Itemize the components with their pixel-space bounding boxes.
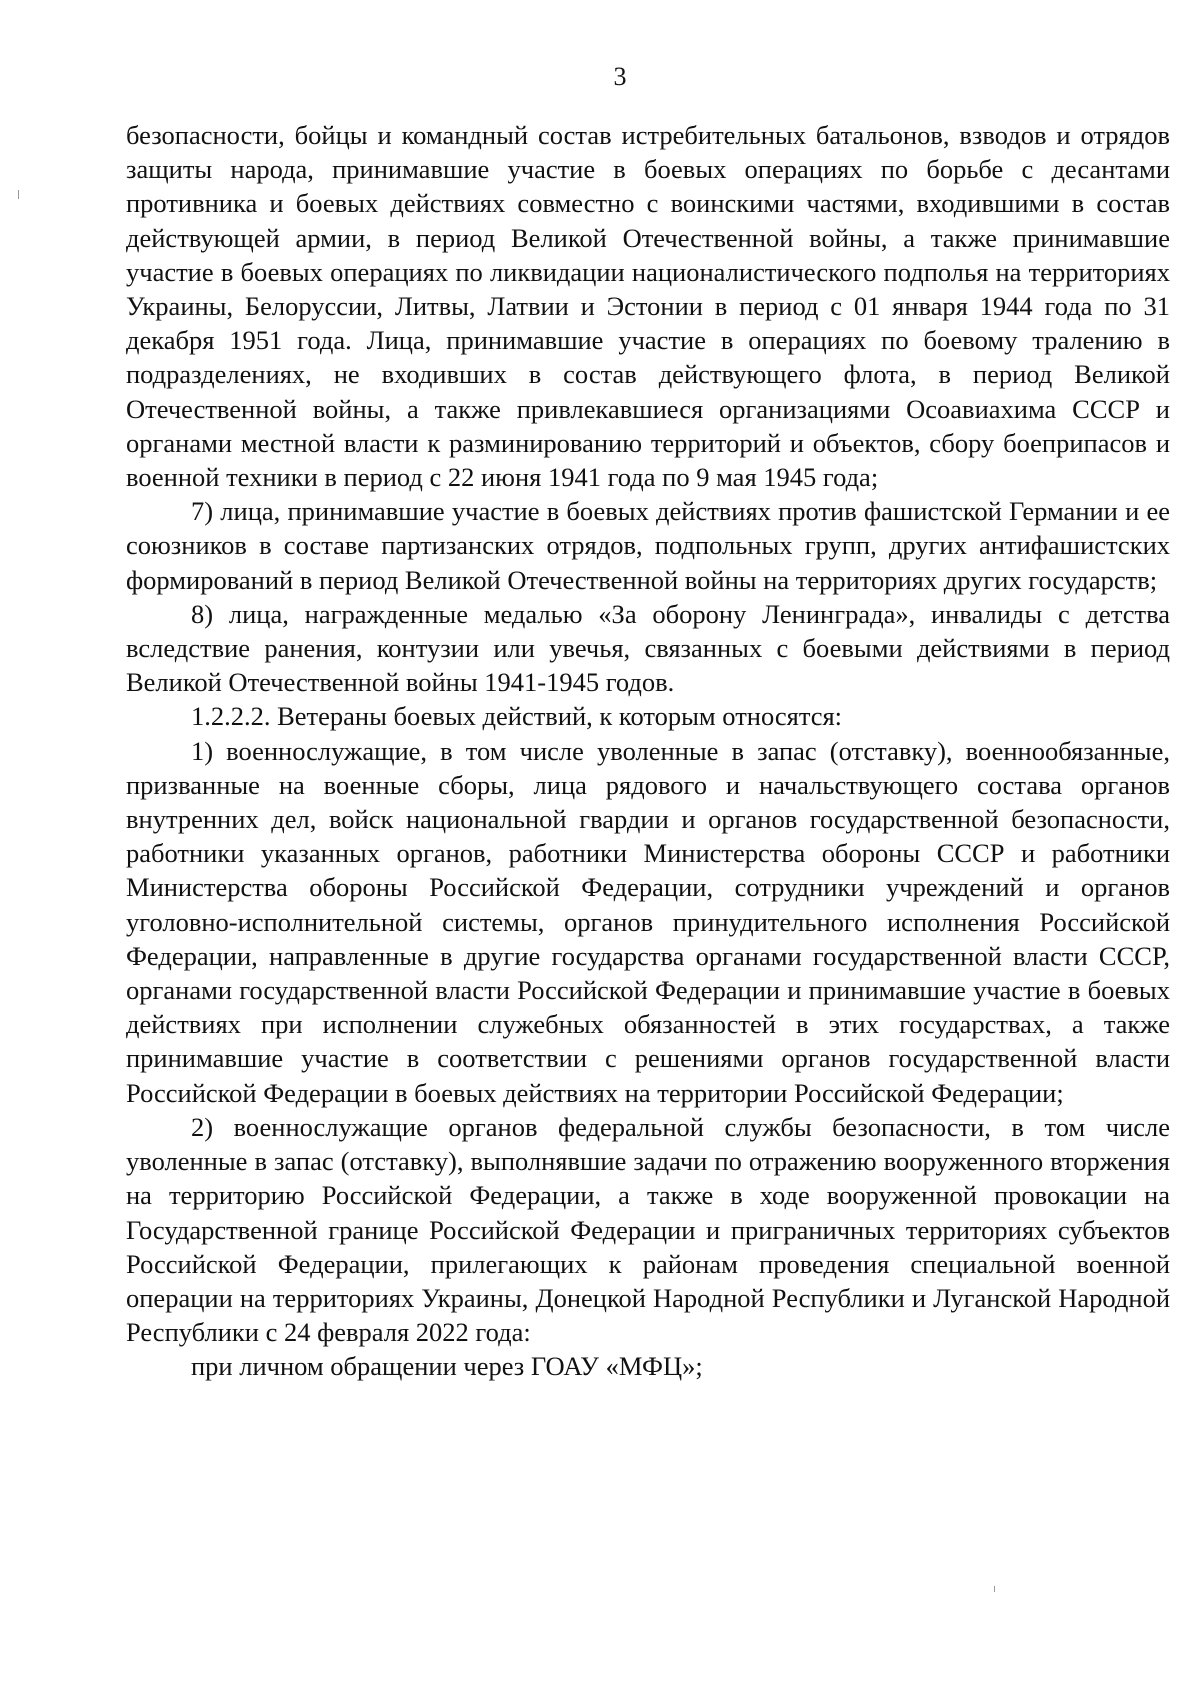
section-heading-1-2-2-2: 1.2.2.2. Ветераны боевых действий, к которым относятся: xyxy=(191,701,843,732)
paragraph-personal-appeal: при личном обращении через ГОАУ «МФЦ»; xyxy=(191,1351,703,1382)
paragraph-continuation: безопасности, бойцы и командный состав истребительных батальонов, взводов и отрядов защиты народа, принимавшие участие в боевых операциях по борьбе с десантами противника и боевых действиях совместно с воинскими частями, входившими в состав действующей армии, в период Великой Отечественной войны, а также принимавшие участие в боевых операциях по ликвидации националистического подполья на территориях Украины, Белоруссии, Литвы, Латвии и Эстонии в период с 01 января 1944 года по 31 декабря 1951 года. Лица, принимавшие участие в операциях по боевому тралению в подразделениях, не входивших в состав действующего флота, в период Великой Отечественной войны, а также привлекавшиеся организациями Осоавиахима СССР и органами местной власти к разминированию территорий и объектов, сбору боеприпасов и военной техники в период с 22 июня 1941 года по 9 мая 1945 года; xyxy=(126,120,1170,493)
scan-mark xyxy=(994,1586,995,1592)
page-number: 3 xyxy=(613,62,627,91)
paragraph-item-1: 1) военнослужащие, в том числе уволенные в запас (отставку), военнообязанные, призванные на военные сборы, лица рядового и начальствующего состава органов внутренних дел, войск национальной гвардии и органов государственной безопасности, работники указанных органов, работники Министерства обороны СССР и работники Министерства обороны Российской Федерации, сотрудники учреждений и органов уголовно-исполнительной системы, органов принудительного исполнения Российской Федерации, направленные в другие государства органами государственной власти СССР, органами государственной власти Российской Федерации и принимавшие участие в боевых действиях при исполнении служебных обязанностей в этих государствах, а также принимавшие участие в соответствии с решениями органов государственной власти Российской Федерации в боевых действиях на территории Российской Федерации; xyxy=(126,735,1170,1108)
paragraph-item-8: 8) лица, награжденные медалью «За оборону Ленинграда», инвалиды с детства вследствие ранения, контузии или увечья, связанных с боевыми действиями в период Великой Отечественной войны 1941-1945 годов. xyxy=(126,598,1170,698)
document-body xyxy=(126,118,1170,1384)
paragraph-item-2: 2) военнослужащие органов федеральной службы безопасности, в том числе уволенные в запас (отставку), выполнявшие задачи по отражению вооруженного вторжения на территорию Российской Федерации, а также в ходе вооруженной провокации на Государственной границе Российской Федерации и приграничных территориях субъектов Российской Федерации, прилегающих к районам проведения специальной военной операции на территориях Украины, Донецкой Народной Республики и Луганской Народной Республики с 24 февраля 2022 года: xyxy=(126,1111,1170,1348)
paragraph-item-7: 7) лица, принимавшие участие в боевых действиях против фашистской Германии и ее союзников в составе партизанских отрядов, подпольных групп, других антифашистских формирований в период Великой Отечественной войны на территориях других государств; xyxy=(126,496,1170,595)
scan-mark xyxy=(18,190,19,199)
